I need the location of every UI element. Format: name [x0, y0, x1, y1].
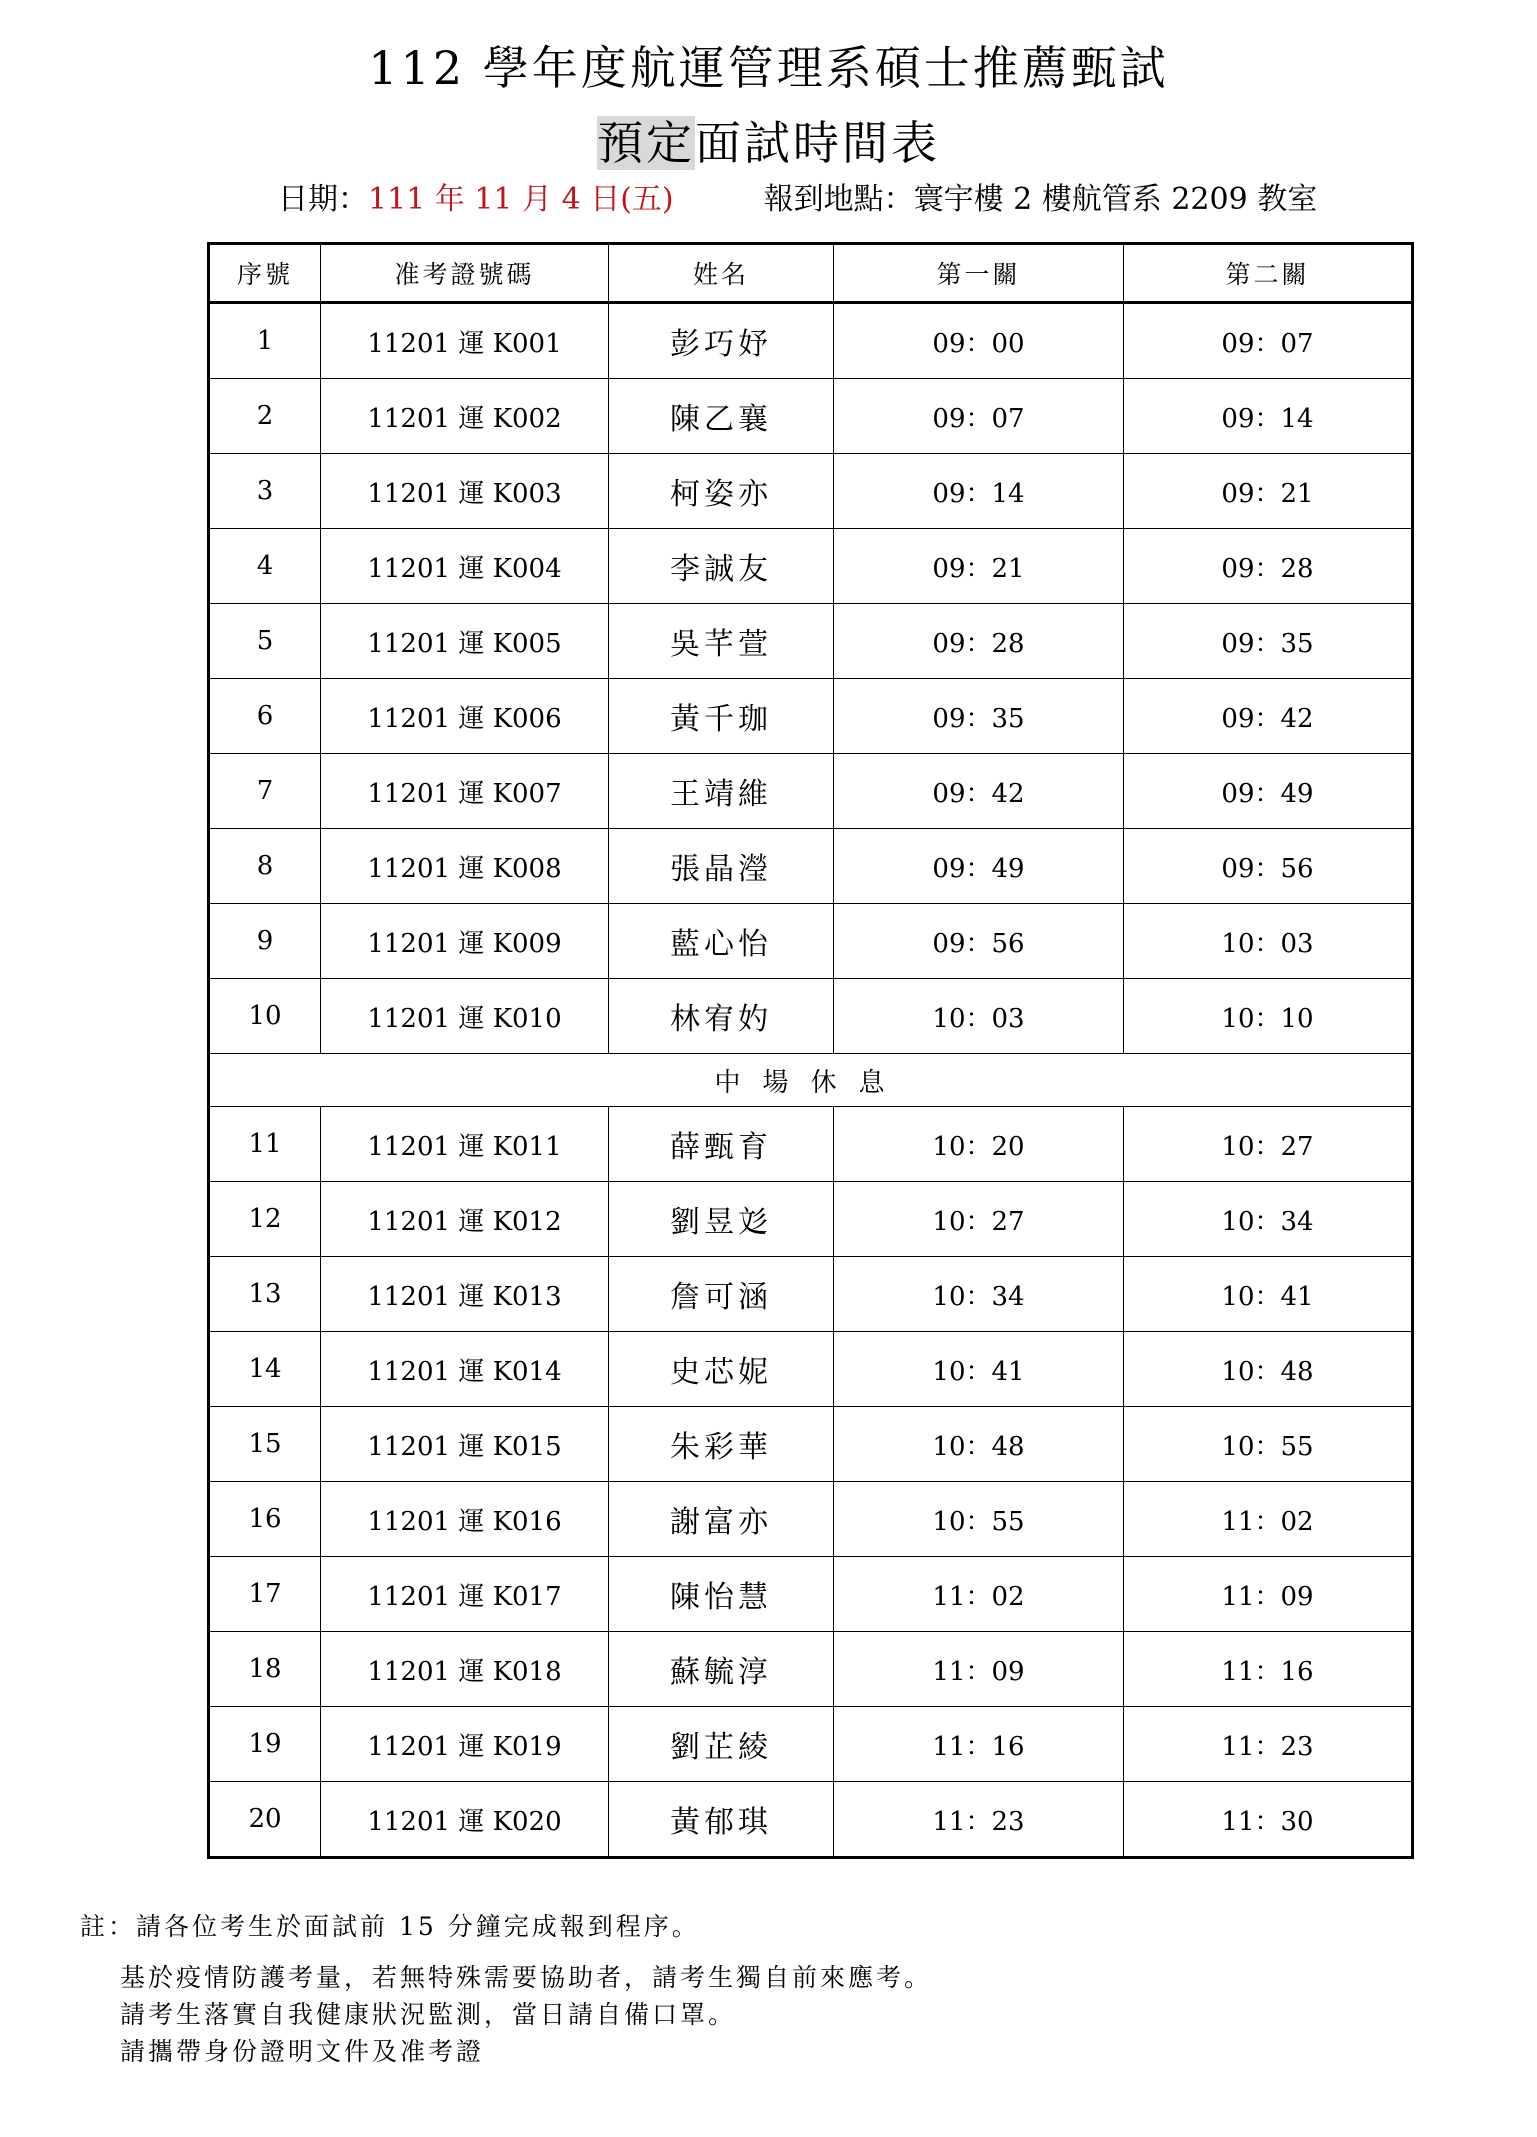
table-row [209, 1557, 1413, 1632]
cell-name: 陳乙襄 [609, 379, 834, 454]
cell-round2-time: 09：42 [1124, 679, 1413, 754]
cell-round2-time: 10：41 [1124, 1257, 1413, 1332]
subtitle-highlight: 預定 [597, 116, 695, 170]
cell-name: 史芯妮 [609, 1332, 834, 1407]
cell-exam-id: 11201 運 K003 [321, 454, 609, 529]
cell-exam-id: 11201 運 K014 [321, 1332, 609, 1407]
cell-name: 蘇毓淳 [609, 1632, 834, 1707]
table-row [209, 904, 1413, 979]
cell-name: 藍心怡 [609, 904, 834, 979]
cell-name: 劉芷綾 [609, 1707, 834, 1782]
cell-exam-id: 11201 運 K017 [321, 1557, 609, 1632]
cell-no: 18 [209, 1632, 321, 1707]
cell-round1-time: 09：28 [834, 604, 1124, 679]
cell-exam-id: 11201 運 K002 [321, 379, 609, 454]
table-row [209, 529, 1413, 604]
cell-name: 吳芊萱 [609, 604, 834, 679]
cell-no: 17 [209, 1557, 321, 1632]
cell-exam-id: 11201 運 K006 [321, 679, 609, 754]
cell-round2-time: 10：55 [1124, 1407, 1413, 1482]
date-label: 日期： [278, 182, 368, 217]
cell-name: 黃千珈 [609, 679, 834, 754]
cell-exam-id: 11201 運 K009 [321, 904, 609, 979]
cell-no: 13 [209, 1257, 321, 1332]
table-row [209, 454, 1413, 529]
cell-round1-time: 10：20 [834, 1107, 1124, 1182]
cell-exam-id: 11201 運 K011 [321, 1107, 609, 1182]
subtitle-rest: 面試時間表 [695, 116, 940, 170]
cell-exam-id: 11201 運 K020 [321, 1782, 609, 1858]
cell-no: 15 [209, 1407, 321, 1482]
cell-round1-time: 09：56 [834, 904, 1124, 979]
table-row [209, 1332, 1413, 1407]
cell-round2-time: 11：09 [1124, 1557, 1413, 1632]
cell-round1-time: 11：09 [834, 1632, 1124, 1707]
location-text: 報到地點：寰宇樓 2 樓航管系 2209 教室 [763, 182, 1318, 217]
header-cell-no: 序號 [209, 244, 321, 303]
break-row [209, 1054, 1413, 1107]
cell-no: 1 [209, 303, 321, 379]
date-value: 111 年 11 月 4 日(五) [368, 182, 674, 217]
table-row [209, 1407, 1413, 1482]
table-row [209, 829, 1413, 904]
cell-round2-time: 11：16 [1124, 1632, 1413, 1707]
note-line: 請攜帶身份證明文件及准考證 [120, 2037, 485, 2066]
table-row [209, 1482, 1413, 1557]
header-cell-name: 姓名 [609, 244, 834, 303]
cell-exam-id: 11201 運 K010 [321, 979, 609, 1054]
cell-no: 16 [209, 1482, 321, 1557]
cell-exam-id: 11201 運 K001 [321, 303, 609, 379]
cell-round2-time: 11：23 [1124, 1707, 1413, 1782]
cell-name: 薛甄育 [609, 1107, 834, 1182]
cell-no: 14 [209, 1332, 321, 1407]
table-row [209, 379, 1413, 454]
table-row [209, 604, 1413, 679]
cell-round1-time: 09：21 [834, 529, 1124, 604]
cell-exam-id: 11201 運 K018 [321, 1632, 609, 1707]
cell-no: 20 [209, 1782, 321, 1858]
header-cell-id: 准考證號碼 [321, 244, 609, 303]
cell-round2-time: 10：27 [1124, 1107, 1413, 1182]
cell-name: 彭巧妤 [609, 303, 834, 379]
document-subtitle [0, 113, 1537, 173]
document-title: 112 學年度航運管理系碩士推薦甄試 [368, 41, 1169, 95]
cell-name: 朱彩華 [609, 1407, 834, 1482]
cell-round2-time: 11：30 [1124, 1782, 1413, 1858]
cell-round2-time: 09：14 [1124, 379, 1413, 454]
note-line: 基於疫情防護考量，若無特殊需要協助者，請考生獨自前來應考。 [120, 1963, 933, 1992]
table-row [209, 1107, 1413, 1182]
table-row [209, 1782, 1413, 1858]
cell-name: 林宥妁 [609, 979, 834, 1054]
cell-round1-time: 10：55 [834, 1482, 1124, 1557]
cell-exam-id: 11201 運 K019 [321, 1707, 609, 1782]
cell-round2-time: 09：35 [1124, 604, 1413, 679]
cell-round1-time: 10：34 [834, 1257, 1124, 1332]
cell-name: 張晶瀅 [609, 829, 834, 904]
table-row [209, 1182, 1413, 1257]
cell-no: 4 [209, 529, 321, 604]
cell-exam-id: 11201 運 K015 [321, 1407, 609, 1482]
cell-no: 12 [209, 1182, 321, 1257]
cell-exam-id: 11201 運 K016 [321, 1482, 609, 1557]
cell-name: 李誠友 [609, 529, 834, 604]
cell-round2-time: 10：48 [1124, 1332, 1413, 1407]
cell-round2-time: 10：10 [1124, 979, 1413, 1054]
cell-round1-time: 09：49 [834, 829, 1124, 904]
table-row [209, 1257, 1413, 1332]
cell-round1-time: 10：48 [834, 1407, 1124, 1482]
cell-exam-id: 11201 運 K007 [321, 754, 609, 829]
cell-name: 柯姿亦 [609, 454, 834, 529]
header-cell-round2: 第二關 [1124, 244, 1413, 303]
cell-round2-time: 09：56 [1124, 829, 1413, 904]
cell-name: 劉昱彣 [609, 1182, 834, 1257]
table-header-row [209, 244, 1413, 303]
cell-no: 9 [209, 904, 321, 979]
cell-round2-time: 09：49 [1124, 754, 1413, 829]
cell-round1-time: 11：02 [834, 1557, 1124, 1632]
cell-no: 3 [209, 454, 321, 529]
cell-round1-time: 09：35 [834, 679, 1124, 754]
cell-name: 謝富亦 [609, 1482, 834, 1557]
cell-round1-time: 09：14 [834, 454, 1124, 529]
cell-exam-id: 11201 運 K012 [321, 1182, 609, 1257]
cell-name: 王靖維 [609, 754, 834, 829]
info-line [278, 180, 1317, 220]
cell-no: 19 [209, 1707, 321, 1782]
note-line: 註：請各位考生於面試前 15 分鐘完成報到程序。 [80, 1912, 700, 1941]
break-label: 中場休息 [209, 1054, 1413, 1107]
cell-round1-time: 10：03 [834, 979, 1124, 1054]
cell-round1-time: 09：42 [834, 754, 1124, 829]
header-cell-round1: 第一關 [834, 244, 1124, 303]
cell-no: 10 [209, 979, 321, 1054]
cell-round1-time: 11：23 [834, 1782, 1124, 1858]
cell-round1-time: 10：41 [834, 1332, 1124, 1407]
table-row [209, 303, 1413, 379]
cell-no: 5 [209, 604, 321, 679]
table-row [209, 679, 1413, 754]
cell-name: 詹可涵 [609, 1257, 834, 1332]
table-row [209, 754, 1413, 829]
schedule-table [207, 242, 1414, 1859]
cell-name: 陳怡慧 [609, 1557, 834, 1632]
note-line: 請考生落實自我健康狀況監測，當日請自備口罩。 [120, 2000, 737, 2029]
cell-round2-time: 11：02 [1124, 1482, 1413, 1557]
cell-round1-time: 10：27 [834, 1182, 1124, 1257]
table-row [209, 1707, 1413, 1782]
notes [80, 1908, 932, 2070]
cell-round1-time: 09：00 [834, 303, 1124, 379]
cell-exam-id: 11201 運 K005 [321, 604, 609, 679]
cell-round2-time: 10：34 [1124, 1182, 1413, 1257]
cell-no: 11 [209, 1107, 321, 1182]
table-row [209, 1632, 1413, 1707]
cell-round2-time: 09：07 [1124, 303, 1413, 379]
cell-no: 2 [209, 379, 321, 454]
cell-round2-time: 09：21 [1124, 454, 1413, 529]
cell-round1-time: 09：07 [834, 379, 1124, 454]
cell-name: 黃郁琪 [609, 1782, 834, 1858]
cell-exam-id: 11201 運 K004 [321, 529, 609, 604]
cell-no: 6 [209, 679, 321, 754]
cell-round2-time: 09：28 [1124, 529, 1413, 604]
cell-round2-time: 10：03 [1124, 904, 1413, 979]
cell-no: 8 [209, 829, 321, 904]
cell-no: 7 [209, 754, 321, 829]
table-row [209, 979, 1413, 1054]
cell-exam-id: 11201 運 K013 [321, 1257, 609, 1332]
cell-exam-id: 11201 運 K008 [321, 829, 609, 904]
cell-round1-time: 11：16 [834, 1707, 1124, 1782]
